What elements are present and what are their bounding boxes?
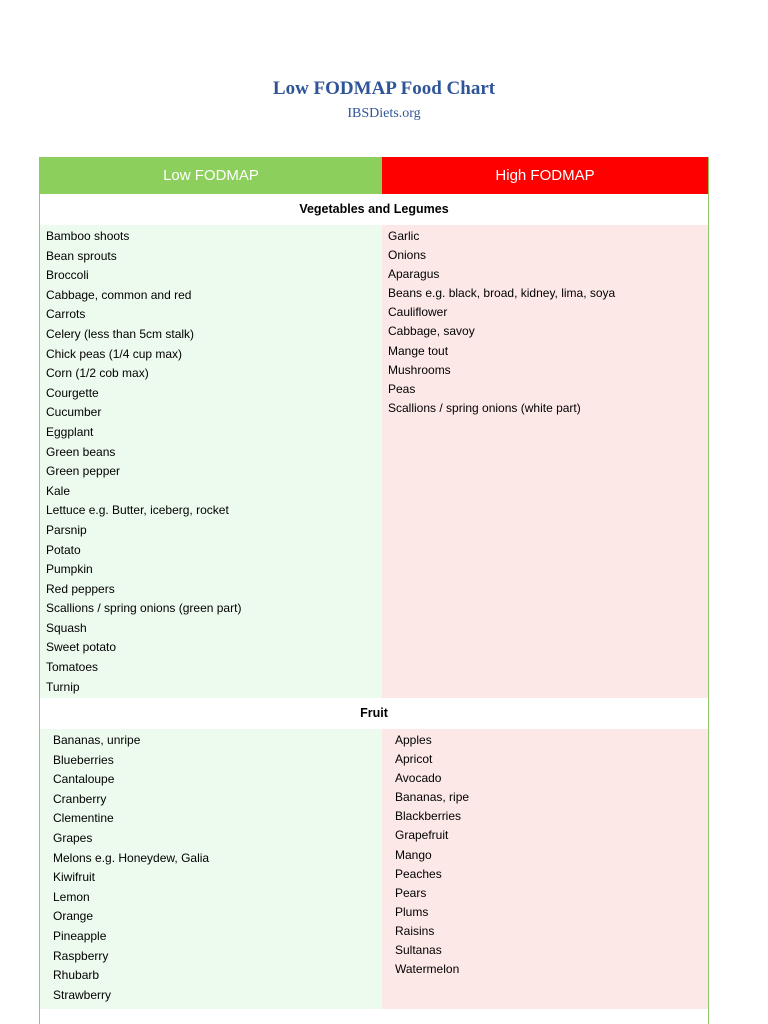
- list-item: Bean sprouts: [46, 248, 117, 263]
- list-item: Celery (less than 5cm stalk): [46, 326, 195, 341]
- list-item: Carrots: [46, 307, 86, 322]
- section-body-fruit: [40, 729, 708, 1009]
- table-header: [40, 157, 708, 194]
- list-item: Bananas, unripe: [53, 733, 141, 747]
- list-item: Sweet potato: [46, 640, 117, 655]
- low-list-vegetables: [40, 225, 382, 698]
- list-item: Cabbage, savoy: [388, 324, 475, 339]
- list-item: Parsnip: [46, 522, 87, 537]
- fodmap-table: [39, 157, 709, 1024]
- list-item: Peaches: [395, 866, 442, 881]
- list-item: Plums: [395, 904, 429, 919]
- list-item: Blackberries: [395, 809, 462, 824]
- list-item: Peas: [388, 381, 416, 396]
- section-heading-fruit: Fruit: [40, 698, 708, 729]
- list-item: Orange: [53, 909, 94, 924]
- list-item: Turnip: [46, 679, 80, 694]
- list-item: Pears: [395, 885, 427, 900]
- section-heading-vegetables: Vegetables and Legumes: [40, 194, 708, 225]
- section-body-vegetables: [40, 225, 708, 698]
- high-list-fruit: [382, 729, 708, 1009]
- list-item: Potato: [46, 542, 81, 557]
- list-item: Pineapple: [53, 928, 107, 943]
- list-item: Watermelon: [395, 962, 460, 977]
- list-item: Avocado: [395, 771, 442, 786]
- list-item: Rhubarb: [53, 968, 100, 983]
- list-item: Scallions / spring onions (white part): [388, 400, 581, 415]
- list-item: Eggplant: [46, 424, 94, 439]
- list-item: Chick peas (1/4 cup max): [46, 346, 183, 361]
- list-item: Courgette: [46, 385, 99, 400]
- list-item: Raspberry: [53, 948, 109, 963]
- list-item: Green beans: [46, 444, 116, 459]
- low-list-fruit: [40, 729, 382, 1009]
- list-item: Garlic: [388, 229, 420, 243]
- list-item: Mushrooms: [388, 362, 451, 377]
- page-title: Low FODMAP Food Chart: [272, 78, 496, 99]
- list-item: Apricot: [395, 752, 433, 767]
- list-item: Scallions / spring onions (green part): [46, 601, 242, 616]
- list-item: Broccoli: [46, 268, 89, 283]
- list-item: Cabbage, common and red: [46, 287, 192, 302]
- high-list-vegetables: [382, 225, 708, 698]
- list-item: Cucumber: [46, 405, 102, 420]
- list-item: Blueberries: [53, 752, 114, 767]
- list-item: Grapefruit: [395, 828, 449, 843]
- list-item: Tomatoes: [46, 660, 99, 675]
- list-item: Beans e.g. black, broad, kidney, lima, soya: [388, 286, 616, 301]
- list-item: Squash: [46, 620, 87, 635]
- list-item: Red peppers: [46, 581, 115, 596]
- list-item: Mango: [395, 847, 432, 862]
- list-item: Kiwifruit: [53, 870, 96, 885]
- low-fodmap-header: Low FODMAP: [40, 157, 382, 194]
- list-item: Lemon: [53, 889, 90, 904]
- list-item: Melons e.g. Honeydew, Galia: [53, 850, 210, 865]
- list-item: Bamboo shoots: [46, 229, 130, 243]
- list-item: Mange tout: [388, 343, 449, 358]
- list-item: Kale: [46, 483, 71, 498]
- list-item: Lettuce e.g. Butter, iceberg, rocket: [46, 503, 229, 518]
- list-item: Grapes: [53, 830, 93, 845]
- list-item: Aparagus: [388, 267, 440, 282]
- list-item: Strawberry: [53, 987, 112, 1002]
- list-item: Pumpkin: [46, 562, 93, 577]
- list-item: Clementine: [53, 811, 114, 826]
- high-fodmap-header: High FODMAP: [382, 157, 708, 194]
- list-item: Cantaloupe: [53, 772, 115, 787]
- list-item: Apples: [395, 733, 432, 747]
- list-item: Raisins: [395, 923, 435, 938]
- list-item: Green pepper: [46, 464, 121, 479]
- page-subtitle: IBSDiets.org: [347, 106, 421, 121]
- list-item: Corn (1/2 cob max): [46, 366, 149, 381]
- list-item: Cauliflower: [388, 305, 448, 320]
- list-item: Onions: [388, 248, 427, 263]
- list-item: Sultanas: [395, 943, 442, 958]
- list-item: Cranberry: [53, 791, 107, 806]
- list-item: Bananas, ripe: [395, 790, 470, 805]
